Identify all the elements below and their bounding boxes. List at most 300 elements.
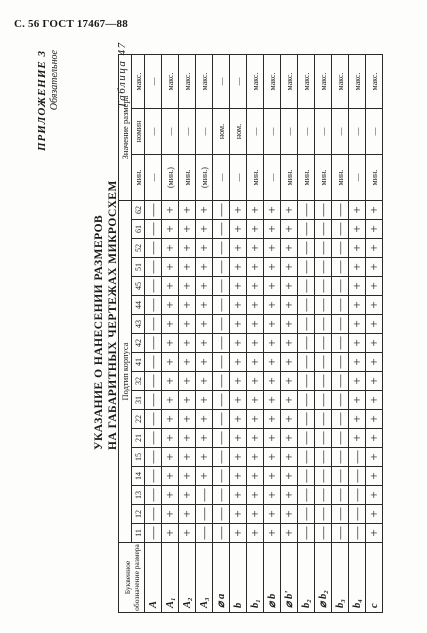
subtype-mark: + [230, 467, 247, 486]
dimension-value: (мин.) [196, 155, 213, 201]
subtype-mark: + [179, 334, 196, 353]
subtype-mark: — [145, 334, 162, 353]
subtype-mark: — [332, 353, 349, 372]
value-header: Значение размера [119, 54, 132, 200]
subtype-mark: + [247, 505, 264, 524]
dimension-letter: ⌀ b [264, 543, 281, 613]
subtype-mark: + [162, 334, 179, 353]
subtype-mark: — [332, 334, 349, 353]
subtype-mark: + [264, 486, 281, 505]
subtype-mark: — [213, 315, 230, 334]
subtype-mark: + [281, 258, 298, 277]
subtype-mark: + [349, 258, 366, 277]
subtype-mark: + [366, 353, 383, 372]
subtype-mark: + [230, 448, 247, 467]
subtype-mark: — [315, 315, 332, 334]
table-row [145, 54, 162, 612]
subtype-mark: + [196, 296, 213, 315]
subtype-mark: + [247, 353, 264, 372]
subtype-mark: + [281, 486, 298, 505]
subtype-mark: — [315, 296, 332, 315]
page-header: С. 56 ГОСТ 17467—88 [14, 18, 128, 30]
subtype-mark: + [366, 410, 383, 429]
dimension-value: мин. [366, 155, 383, 201]
subtype-mark: + [264, 239, 281, 258]
subtype-mark: + [366, 315, 383, 334]
subtype-mark: + [230, 524, 247, 543]
subtype-mark: + [366, 524, 383, 543]
subtype-mark: + [264, 448, 281, 467]
table-row [179, 54, 196, 612]
dimension-value: — [298, 109, 315, 155]
subtype-mark: — [298, 467, 315, 486]
document-title-line2: НА ГАБАРИТНЫХ ЧЕРТЕЖАХ МИКРОСХЕМ [107, 180, 119, 450]
subtype-mark: + [281, 353, 298, 372]
subtype-mark: + [247, 467, 264, 486]
subtype-mark: + [264, 524, 281, 543]
dimension-value: макс. [349, 54, 366, 108]
subtype-mark: + [264, 277, 281, 296]
subtype-mark: + [196, 201, 213, 220]
subtype-mark: + [349, 239, 366, 258]
subtype-mark: — [315, 467, 332, 486]
subtype-col-header: 44 [132, 296, 145, 315]
dimension-value: — [247, 109, 264, 155]
subtype-mark: — [315, 391, 332, 410]
subtype-mark: — [332, 505, 349, 524]
subtype-mark: + [349, 372, 366, 391]
subtype-mark: + [230, 391, 247, 410]
subtype-mark: + [196, 334, 213, 353]
subtype-mark: + [179, 429, 196, 448]
appendix-subtitle: Обязательное [49, 50, 60, 111]
subtype-mark: — [213, 429, 230, 448]
subtype-mark: — [298, 277, 315, 296]
subtype-mark: — [332, 315, 349, 334]
subtype-mark: + [179, 372, 196, 391]
subtype-mark: — [213, 201, 230, 220]
subtype-mark: + [230, 334, 247, 353]
subtype-mark: + [230, 277, 247, 296]
subtype-mark: + [179, 524, 196, 543]
subtype-mark: + [196, 448, 213, 467]
subtype-mark: — [298, 239, 315, 258]
subtype-mark: — [213, 277, 230, 296]
document-title-line1: УКАЗАНИЕ О НАНЕСЕНИИ РАЗМЕРОВ [93, 214, 105, 450]
subtype-mark: — [145, 239, 162, 258]
subtype-mark: — [315, 410, 332, 429]
subtype-mark: — [196, 505, 213, 524]
subtype-col-header: 22 [132, 410, 145, 429]
subtype-mark: — [213, 486, 230, 505]
subtype-mark: + [366, 372, 383, 391]
subtype-mark: + [349, 334, 366, 353]
dimension-value: макс. [281, 54, 298, 108]
subtype-mark: + [230, 486, 247, 505]
subtype-mark: + [366, 505, 383, 524]
dimension-value: ном. [213, 109, 230, 155]
subtype-mark: — [213, 505, 230, 524]
subtype-mark: + [349, 201, 366, 220]
subtype-mark: + [162, 505, 179, 524]
subtype-mark: + [281, 391, 298, 410]
subtype-mark: + [264, 505, 281, 524]
subtype-col-header: 14 [132, 467, 145, 486]
subtype-mark: + [247, 448, 264, 467]
subtype-mark: — [145, 391, 162, 410]
subtype-mark: — [332, 467, 349, 486]
subtype-mark: + [281, 505, 298, 524]
subtype-mark: — [298, 201, 315, 220]
table-header-row-top [119, 54, 132, 612]
subtype-mark: + [247, 220, 264, 239]
subtype-mark: + [196, 277, 213, 296]
subtype-mark: — [145, 315, 162, 334]
subtype-mark: + [179, 201, 196, 220]
subtype-mark: + [196, 353, 213, 372]
subtype-mark: — [298, 486, 315, 505]
table-row [315, 54, 332, 612]
subtype-mark: + [179, 467, 196, 486]
dimension-value: — [366, 109, 383, 155]
table-row [247, 54, 264, 612]
subtype-mark: + [264, 372, 281, 391]
subtype-col-header: 61 [132, 220, 145, 239]
subtype-mark: + [264, 315, 281, 334]
subtype-mark: — [196, 524, 213, 543]
subtype-mark: + [281, 315, 298, 334]
subtype-mark: + [366, 201, 383, 220]
dimension-value: — [281, 109, 298, 155]
subtype-mark: + [196, 315, 213, 334]
subtype-mark: — [298, 334, 315, 353]
dimension-value: макс. [162, 54, 179, 108]
subtype-mark: + [162, 277, 179, 296]
subtype-mark: — [298, 524, 315, 543]
subtype-mark: — [145, 296, 162, 315]
dimension-value: макс. [298, 54, 315, 108]
subtype-mark: + [162, 258, 179, 277]
subtype-mark: + [179, 448, 196, 467]
subtype-mark: + [349, 296, 366, 315]
subtype-mark: + [247, 429, 264, 448]
dimension-letter: A₁ [162, 543, 179, 613]
dimension-value: макс. [264, 54, 281, 108]
dimension-value: — [145, 155, 162, 201]
table-row [281, 54, 298, 612]
document-title [92, 180, 120, 450]
subtype-mark: + [162, 524, 179, 543]
subtype-mark: + [230, 239, 247, 258]
subtype-mark: + [196, 372, 213, 391]
subtype-mark: + [281, 467, 298, 486]
subtype-mark: — [332, 372, 349, 391]
subtype-mark: + [247, 258, 264, 277]
subtype-col-header: 32 [132, 372, 145, 391]
subtype-mark: + [366, 220, 383, 239]
subtype-mark: + [162, 429, 179, 448]
subtype-mark: + [196, 410, 213, 429]
subtype-mark: + [230, 315, 247, 334]
subtype-mark: — [332, 429, 349, 448]
dimension-letter: b₄ [349, 543, 366, 613]
subtype-mark: + [196, 429, 213, 448]
dimension-letter: A₂ [179, 543, 196, 613]
subtype-mark: + [281, 201, 298, 220]
subtype-mark: — [145, 524, 162, 543]
table-row [349, 54, 366, 612]
subtype-mark: — [349, 505, 366, 524]
subtype-mark: + [281, 429, 298, 448]
subtype-mark: — [213, 391, 230, 410]
subtype-col-header: 62 [132, 201, 145, 220]
subtype-mark: + [264, 429, 281, 448]
subtype-col-header: 42 [132, 334, 145, 353]
value-col-header: макс. [132, 54, 145, 108]
subtype-mark: — [332, 201, 349, 220]
subtype-mark: + [264, 296, 281, 315]
subtype-mark: — [145, 410, 162, 429]
subtype-mark: — [315, 486, 332, 505]
subtype-mark: — [315, 353, 332, 372]
subtype-mark: + [366, 429, 383, 448]
subtype-mark: + [162, 296, 179, 315]
dimension-value: мин. [332, 155, 349, 201]
dimension-value: — [230, 155, 247, 201]
subtype-mark: + [366, 277, 383, 296]
subtype-mark: — [332, 277, 349, 296]
subtype-mark: + [196, 391, 213, 410]
subtype-mark: — [315, 201, 332, 220]
subtype-mark: + [281, 296, 298, 315]
subtype-mark: + [230, 353, 247, 372]
subtype-mark: + [247, 315, 264, 334]
table-row [196, 54, 213, 612]
subtype-col-header: 13 [132, 486, 145, 505]
subtype-mark: — [298, 505, 315, 524]
subtype-mark: + [264, 353, 281, 372]
dimension-value: — [315, 109, 332, 155]
subtype-mark: — [315, 277, 332, 296]
subtype-mark: — [213, 296, 230, 315]
subtype-mark: — [349, 467, 366, 486]
subtype-mark: — [213, 353, 230, 372]
subtype-mark: + [366, 391, 383, 410]
subtype-mark: + [349, 391, 366, 410]
subtype-mark: + [366, 334, 383, 353]
subtype-mark: + [264, 334, 281, 353]
subtype-mark: — [145, 429, 162, 448]
table-label: Таблица 47 [116, 41, 128, 108]
subtype-mark: + [247, 410, 264, 429]
subtype-mark: + [247, 372, 264, 391]
subtype-mark: + [230, 429, 247, 448]
subtype-mark: + [349, 429, 366, 448]
subtype-mark: — [332, 239, 349, 258]
subtype-mark: + [349, 220, 366, 239]
subtype-mark: + [281, 220, 298, 239]
value-col-header: номин [132, 109, 145, 155]
subtype-mark: + [366, 448, 383, 467]
subtype-header: Подтип корпуса [119, 201, 132, 543]
dimension-value: макс. [179, 54, 196, 108]
subtype-mark: — [298, 429, 315, 448]
subtype-mark: — [349, 524, 366, 543]
subtype-mark: — [145, 467, 162, 486]
dimension-value: — [196, 109, 213, 155]
subtype-mark: — [298, 315, 315, 334]
dimension-value: — [349, 155, 366, 201]
subtype-mark: + [366, 258, 383, 277]
subtype-mark: + [366, 239, 383, 258]
subtype-mark: + [281, 524, 298, 543]
subtype-mark: + [281, 410, 298, 429]
subtype-mark: + [230, 258, 247, 277]
subtype-mark: — [298, 391, 315, 410]
table-row [298, 54, 315, 612]
subtype-mark: + [349, 277, 366, 296]
subtype-mark: + [196, 239, 213, 258]
subtype-mark: + [179, 239, 196, 258]
subtype-mark: — [145, 505, 162, 524]
subtype-mark: + [281, 239, 298, 258]
dimension-letter: ⌀ b' [281, 543, 298, 613]
subtype-mark: — [213, 220, 230, 239]
subtype-mark: — [298, 220, 315, 239]
subtype-mark: — [298, 410, 315, 429]
subtype-mark: — [298, 258, 315, 277]
subtype-mark: + [366, 467, 383, 486]
dimension-value: мин. [247, 155, 264, 201]
subtype-col-header: 41 [132, 353, 145, 372]
table-row [230, 54, 247, 612]
subtype-mark: — [315, 220, 332, 239]
subtype-mark: + [162, 372, 179, 391]
subtype-mark: — [315, 448, 332, 467]
subtype-mark: + [247, 334, 264, 353]
dimension-table-wrapper [118, 55, 380, 613]
subtype-mark: — [349, 448, 366, 467]
subtype-mark: + [264, 201, 281, 220]
subtype-mark: + [179, 505, 196, 524]
dimension-value: макс. [366, 54, 383, 108]
subtype-mark: + [162, 201, 179, 220]
subtype-mark: + [230, 372, 247, 391]
subtype-mark: — [332, 258, 349, 277]
subtype-mark: — [332, 524, 349, 543]
subtype-mark: — [145, 277, 162, 296]
dimension-letter: A [145, 543, 162, 613]
letter-header: Буквенное обозначение размера [119, 543, 145, 613]
subtype-mark: — [145, 486, 162, 505]
subtype-mark: — [213, 448, 230, 467]
table-row [264, 54, 281, 612]
subtype-mark: — [145, 448, 162, 467]
subtype-mark: + [247, 391, 264, 410]
subtype-mark: — [213, 334, 230, 353]
dimension-value: макс. [196, 54, 213, 108]
subtype-mark: + [162, 410, 179, 429]
subtype-mark: + [196, 467, 213, 486]
subtype-mark: — [298, 353, 315, 372]
subtype-mark: + [162, 220, 179, 239]
subtype-col-header: 51 [132, 258, 145, 277]
table-row [332, 54, 349, 612]
subtype-mark: + [247, 201, 264, 220]
table-row [213, 54, 230, 612]
subtype-mark: + [179, 391, 196, 410]
subtype-mark: — [213, 524, 230, 543]
subtype-mark: + [179, 410, 196, 429]
subtype-mark: + [162, 239, 179, 258]
subtype-mark: — [315, 258, 332, 277]
subtype-mark: — [315, 334, 332, 353]
subtype-mark: + [366, 486, 383, 505]
subtype-mark: + [179, 486, 196, 505]
subtype-mark: — [315, 429, 332, 448]
subtype-mark: — [298, 448, 315, 467]
dimension-value: мин. [281, 155, 298, 201]
subtype-mark: — [298, 372, 315, 391]
subtype-mark: + [162, 448, 179, 467]
subtype-mark: — [145, 258, 162, 277]
subtype-mark: — [332, 296, 349, 315]
subtype-mark: — [315, 372, 332, 391]
table-row [162, 54, 179, 612]
subtype-mark: — [213, 239, 230, 258]
dimension-value: — [230, 54, 247, 108]
subtype-mark: — [145, 220, 162, 239]
subtype-mark: + [349, 410, 366, 429]
subtype-mark: + [230, 201, 247, 220]
subtype-col-header: 11 [132, 524, 145, 543]
subtype-mark: — [315, 239, 332, 258]
subtype-mark: + [162, 353, 179, 372]
subtype-mark: + [247, 239, 264, 258]
dimension-table [118, 54, 383, 613]
subtype-mark: + [179, 220, 196, 239]
dimension-value: — [162, 109, 179, 155]
dimension-letter: ⌀ b₂ [315, 543, 332, 613]
subtype-mark: — [332, 410, 349, 429]
subtype-mark: + [162, 391, 179, 410]
subtype-mark: + [179, 315, 196, 334]
subtype-mark: — [349, 486, 366, 505]
dimension-value: мин. [179, 155, 196, 201]
dimension-letter: b₃ [332, 543, 349, 613]
subtype-mark: + [264, 220, 281, 239]
appendix-title: ПРИЛОЖЕНИЕ 3 [36, 50, 48, 152]
subtype-mark: — [332, 448, 349, 467]
dimension-letter: b [230, 543, 247, 613]
subtype-mark: — [213, 467, 230, 486]
dimension-value: — [264, 109, 281, 155]
dimension-value: ном. [230, 109, 247, 155]
subtype-mark: + [230, 220, 247, 239]
table-header-row-sub [132, 54, 145, 612]
subtype-mark: + [264, 391, 281, 410]
subtype-col-header: 52 [132, 239, 145, 258]
subtype-mark: + [281, 448, 298, 467]
dimension-value: — [179, 109, 196, 155]
dimension-value: макс. [247, 54, 264, 108]
dimension-letter: c [366, 543, 383, 613]
subtype-mark: + [281, 372, 298, 391]
dimension-value: — [349, 109, 366, 155]
subtype-col-header: 43 [132, 315, 145, 334]
subtype-mark: — [213, 410, 230, 429]
subtype-mark: — [332, 486, 349, 505]
